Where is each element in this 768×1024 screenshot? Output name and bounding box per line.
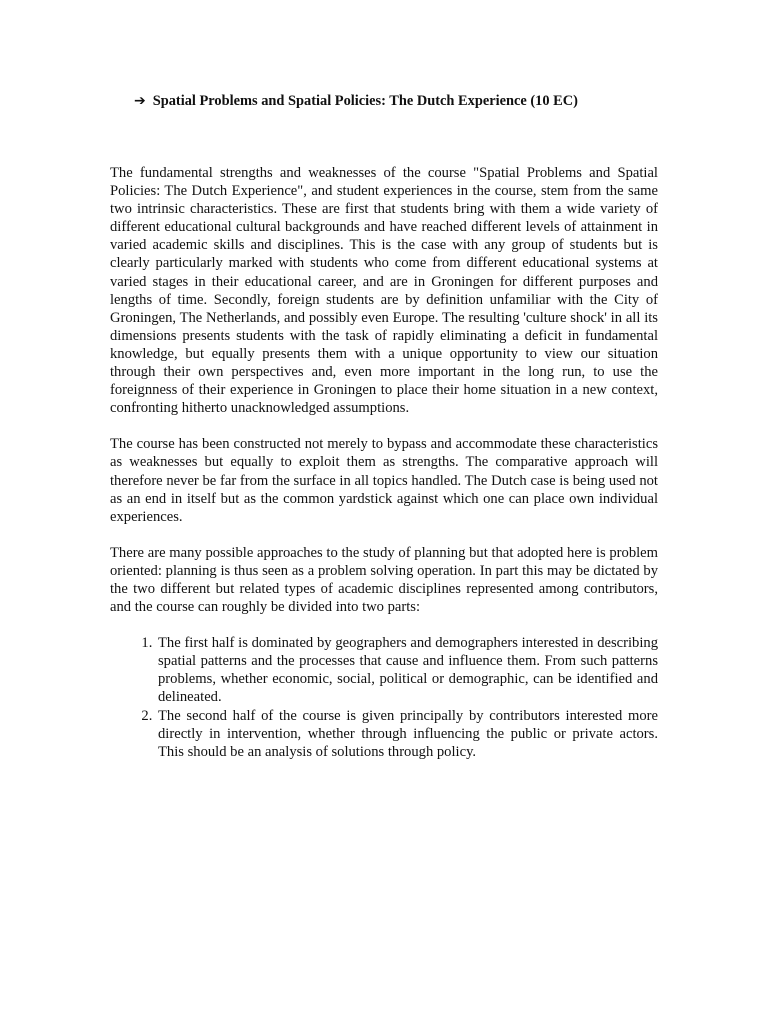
paragraph-intro: The fundamental strengths and weaknesses of the course "Spatial Problems and Spatial Policies: The Dutch Experience", and student experiences in the course, stem from the same two intrinsic characteristics. These are first that students bring with them a wide variety of different educational cultural backgrounds and have reached different levels of attainment in varied academic skills and disciplines. This is the case with any group of students but is clearly particularly marked with students who come from different educational systems at varied stages in their educational career, and are in Groningen for different purposes and lengths of time. Secondly, foreign students are by definition unfamiliar with the City of Groningen, The Netherlands, and possibly even Europe. The resulting 'culture shock' in all its dimensions presents students with the task of rapidly eliminating a deficit in fundamental knowledge, but equally presents them with a unique opportunity to view our situation through their own perspectives and, even more important in the long run, to use the foreignness of their experience in Groningen to place their home situation in a new context, confronting hitherto unacknowledged assumptions. [110,165,658,417]
paragraph-construction: The course has been constructed not merely to bypass and accommodate these characteristics as weaknesses but equally to exploit them as strengths. The comparative approach will therefore never be far from the surface in all topics handled. The Dutch case is being used not as an end in itself but as the common yardstick against which one can place own individual experiences. [110,436,658,525]
course-heading [134,92,654,110]
document-body [110,164,658,761]
paragraph-approach: There are many possible approaches to the study of planning but that adopted here is problem oriented: planning is thus seen as a problem solving operation. In part this may be dictated by the two different but related types of academic disciplines represented among contributors, and the course can roughly be divided into two parts: [110,544,658,616]
list-item: 1. The first half is dominated by geographers and demographers interested in describing spatial patterns and the processes that cause and influence them. From such patterns problems, whether economic, social, political or demographic, can be identified and delineated. [156,634,658,706]
list-item: 2. The second half of the course is given principally by contributors interested more directly in intervention, whether through influencing the public or private actors. This should be an analysis of solutions through policy. [156,707,658,761]
course-title: Spatial Problems and Spatial Policies: The Dutch Experience (10 EC) [152,93,578,109]
course-parts-list [110,634,658,761]
right-arrow-icon: ➔ [134,93,146,109]
